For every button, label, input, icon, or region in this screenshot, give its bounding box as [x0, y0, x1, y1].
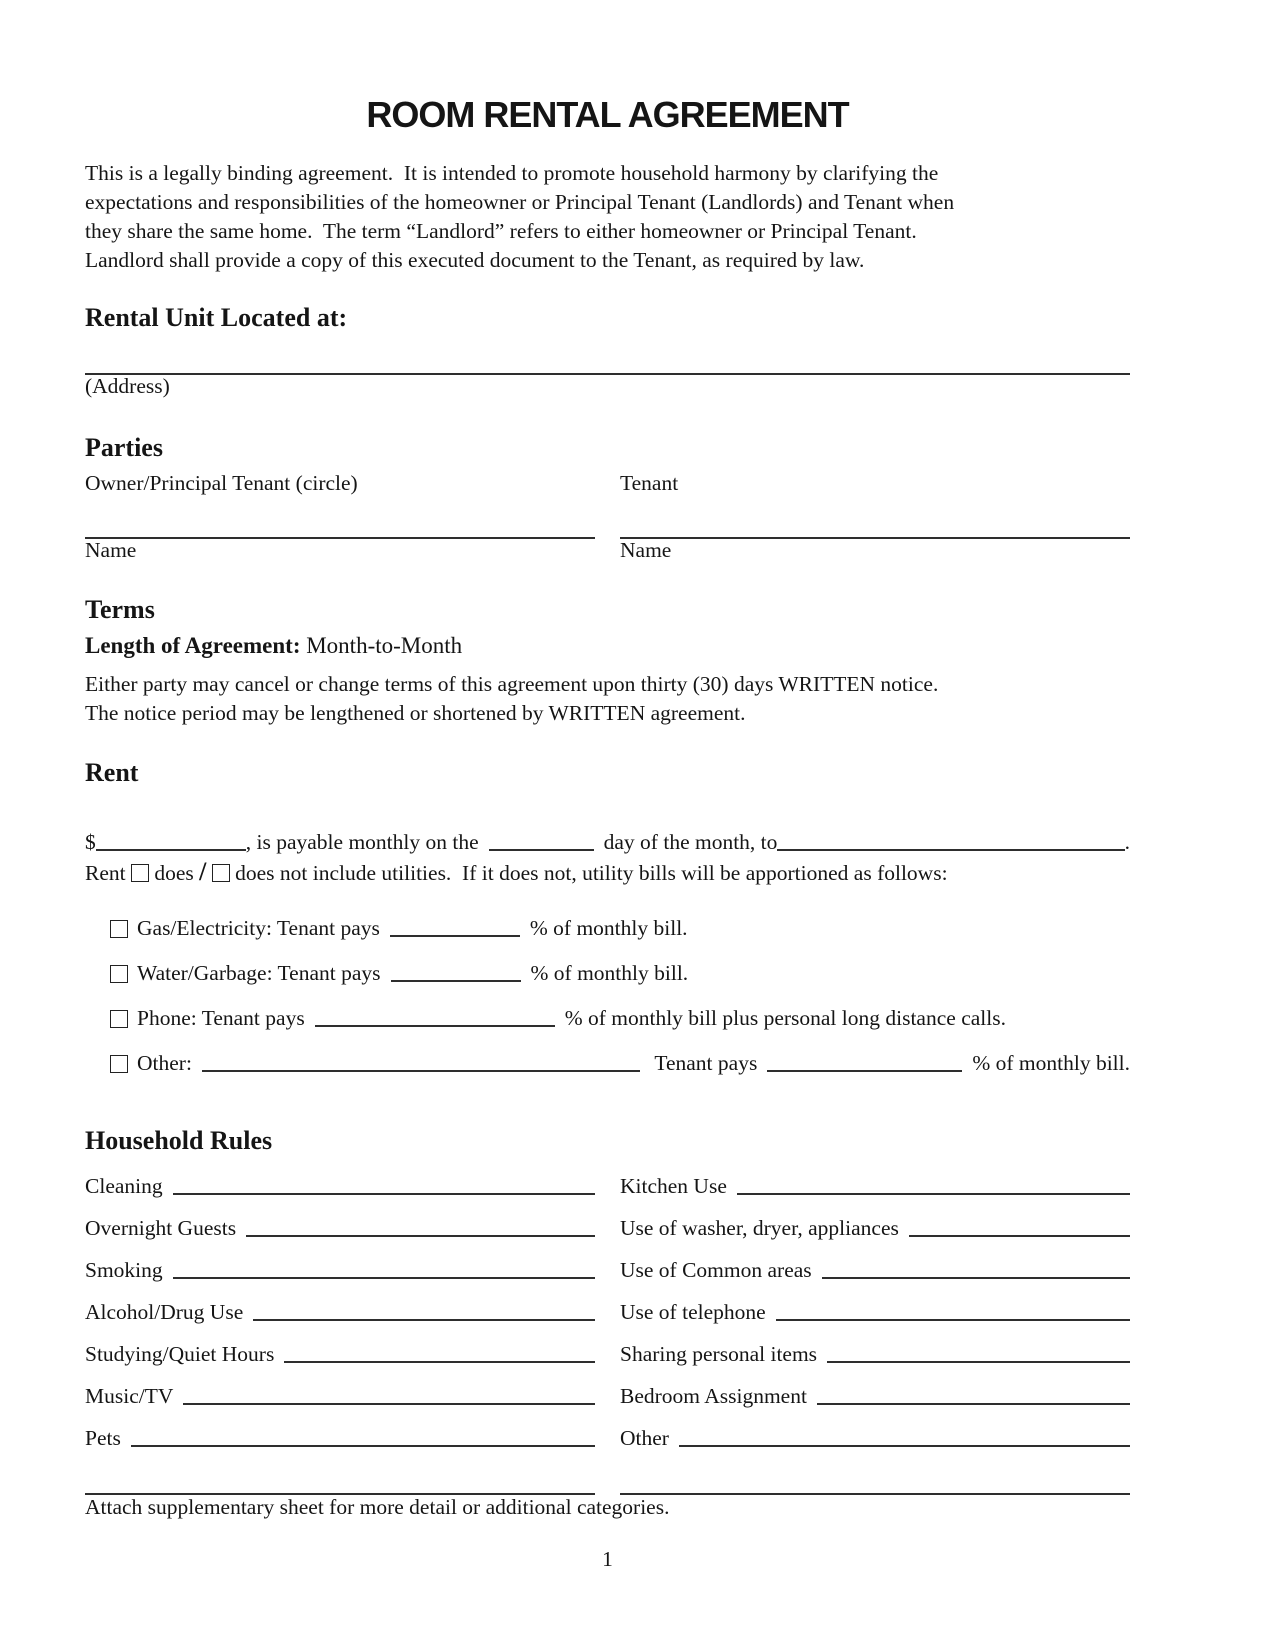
- rule-cell-studying-quiet-hours: [85, 1340, 595, 1369]
- household-rules-list: [85, 1172, 1130, 1453]
- tenant-name-blank[interactable]: [620, 535, 1130, 539]
- owner-name-blank[interactable]: [85, 535, 595, 539]
- rule-label: Other: [620, 1426, 669, 1450]
- rule-row: [85, 1340, 1130, 1369]
- utility-suffix: % of monthly bill.: [530, 961, 689, 985]
- rule-row: [85, 1382, 1130, 1411]
- music-tv-blank[interactable]: [183, 1401, 595, 1405]
- notice-line: The notice period may be lengthened or shortened by WRITTEN agreement.: [85, 701, 746, 725]
- rule-row: [85, 1298, 1130, 1327]
- overnight-guests-blank[interactable]: [246, 1233, 595, 1237]
- rule-label: Bedroom Assignment: [620, 1384, 807, 1408]
- telephone-blank[interactable]: [776, 1317, 1130, 1321]
- rule-cell-washer-dryer: [620, 1214, 1130, 1243]
- rule-label: Studying/Quiet Hours: [85, 1342, 275, 1366]
- rule-label: Use of telephone: [620, 1300, 766, 1324]
- address-caption: (Address): [85, 374, 170, 398]
- utility-mid-text: Tenant pays: [654, 1051, 758, 1075]
- rent-utilities-line: [85, 857, 1130, 888]
- intro-line: Landlord shall provide a copy of this executed document to the Tenant, as required by law.: [85, 248, 865, 272]
- utility-suffix: % of monthly bill plus personal long distance calls.: [564, 1006, 1006, 1030]
- rule-label: Pets: [85, 1426, 121, 1450]
- alcohol-drug-use-blank[interactable]: [253, 1317, 595, 1321]
- other-rule-blank[interactable]: [679, 1443, 1130, 1447]
- owner-principal-tenant-label: Owner/Principal Tenant (circle): [85, 471, 358, 495]
- length-of-agreement-value: Month-to-Month: [306, 633, 463, 658]
- rent-payable-text: , is payable monthly on the: [245, 830, 479, 854]
- length-of-agreement-line: [85, 632, 1130, 659]
- rule-label: Kitchen Use: [620, 1174, 727, 1198]
- common-areas-blank[interactable]: [822, 1275, 1130, 1279]
- smoking-blank[interactable]: [173, 1275, 595, 1279]
- tenant-name-caption: Name: [620, 538, 672, 562]
- rent-amount-line: [85, 828, 1130, 857]
- rent-amount-blank[interactable]: [96, 847, 246, 851]
- gas-electricity-percent-blank[interactable]: [390, 933, 520, 937]
- rent-day-text: day of the month, to: [603, 830, 778, 854]
- rule-cell-sharing-personal-items: [620, 1340, 1130, 1369]
- other-utility-blank[interactable]: [202, 1068, 640, 1072]
- kitchen-use-blank[interactable]: [737, 1191, 1130, 1195]
- rule-cell-other: [620, 1424, 1130, 1453]
- rule-row: [85, 1172, 1130, 1201]
- rent-does-not-text: does not include utilities. If it does not, utility bills will be apportioned as follows:: [235, 861, 948, 885]
- rule-cell-telephone: [620, 1298, 1130, 1327]
- rent-line-period: .: [1124, 830, 1130, 854]
- rule-cell-kitchen-use: [620, 1172, 1130, 1201]
- page-title: ROOM RENTAL AGREEMENT: [366, 94, 849, 135]
- checkbox-water-garbage[interactable]: [110, 965, 128, 983]
- rule-label: Smoking: [85, 1258, 163, 1282]
- rule-cell-common-areas: [620, 1256, 1130, 1285]
- rule-row: [85, 1424, 1130, 1453]
- rule-cell-music-tv: [85, 1382, 595, 1411]
- tenant-label: Tenant: [620, 471, 679, 495]
- intro-line: they share the same home. The term “Landlord” refers to either homeowner or Principal Tenant.: [85, 219, 917, 243]
- rent-day-blank[interactable]: [489, 847, 594, 851]
- utility-label: Gas/Electricity: Tenant pays: [137, 916, 380, 940]
- page-number: 1: [602, 1547, 613, 1571]
- length-of-agreement-label: Length of Agreement:: [85, 633, 301, 658]
- utility-row-other: [85, 1049, 1130, 1078]
- rule-cell-overnight-guests: [85, 1214, 595, 1243]
- rule-cell-bedroom-assignment: [620, 1382, 1130, 1411]
- checkbox-other[interactable]: [110, 1055, 128, 1073]
- utility-suffix: % of monthly bill.: [972, 1051, 1130, 1075]
- checkbox-phone[interactable]: [110, 1010, 128, 1028]
- washer-dryer-blank[interactable]: [909, 1233, 1130, 1237]
- owner-name-caption: Name: [85, 538, 137, 562]
- rent-payee-blank[interactable]: [777, 847, 1124, 851]
- utility-label: Water/Garbage: Tenant pays: [137, 961, 381, 985]
- rule-cell-pets: [85, 1424, 595, 1453]
- pets-blank[interactable]: [131, 1443, 595, 1447]
- studying-quiet-hours-blank[interactable]: [284, 1359, 595, 1363]
- rule-label: Use of washer, dryer, appliances: [620, 1216, 899, 1240]
- rule-label: Music/TV: [85, 1384, 174, 1408]
- sharing-personal-items-blank[interactable]: [827, 1359, 1130, 1363]
- rent-includes-pre: Rent: [85, 861, 126, 885]
- checkbox-does-include[interactable]: [131, 864, 149, 882]
- utility-row-phone: [85, 1004, 1130, 1033]
- terms-heading: Terms: [85, 595, 155, 624]
- rule-row: [85, 1256, 1130, 1285]
- household-rules-heading: Household Rules: [85, 1126, 273, 1155]
- parties-labels-row: [85, 470, 1130, 497]
- phone-percent-blank[interactable]: [315, 1023, 555, 1027]
- parties-heading: Parties: [85, 433, 163, 462]
- name-captions-row: [85, 537, 1130, 564]
- utility-label: Phone: Tenant pays: [137, 1006, 305, 1030]
- supplementary-footnote: Attach supplementary sheet for more detail or additional categories.: [85, 1495, 670, 1519]
- rule-label: Overnight Guests: [85, 1216, 237, 1240]
- rule-cell-smoking: [85, 1256, 595, 1285]
- other-percent-blank[interactable]: [767, 1068, 962, 1072]
- rent-does-text: does: [154, 861, 194, 885]
- utility-row-gas-electricity: [85, 914, 1130, 943]
- extra-right-blank[interactable]: [620, 1491, 1130, 1495]
- checkbox-gas-electricity[interactable]: [110, 920, 128, 938]
- rule-label: Sharing personal items: [620, 1342, 818, 1366]
- rule-cell-cleaning: [85, 1172, 595, 1201]
- rule-row: [85, 1214, 1130, 1243]
- rule-label: Use of Common areas: [620, 1258, 812, 1282]
- rule-label: Alcohol/Drug Use: [85, 1300, 244, 1324]
- intro-line: expectations and responsibilities of the homeowner or Principal Tenant (Landlords) and Tenant when: [85, 190, 955, 214]
- rent-heading: Rent: [85, 758, 139, 787]
- rule-label: Cleaning: [85, 1174, 163, 1198]
- extra-left-blank[interactable]: [85, 1491, 595, 1495]
- checkbox-does-not-include[interactable]: [212, 864, 230, 882]
- cleaning-blank[interactable]: [173, 1191, 595, 1195]
- rule-cell-alcohol-drug-use: [85, 1298, 595, 1327]
- notice-line: Either party may cancel or change terms of this agreement upon thirty (30) days WRITTEN notice.: [85, 672, 939, 696]
- utility-label: Other:: [137, 1051, 192, 1075]
- rental-unit-heading: Rental Unit Located at:: [85, 303, 348, 332]
- water-garbage-percent-blank[interactable]: [391, 978, 521, 982]
- bedroom-assignment-blank[interactable]: [817, 1401, 1130, 1405]
- utility-row-water-garbage: [85, 959, 1130, 988]
- intro-line: This is a legally binding agreement. It is intended to promote household harmony by clarifying the: [85, 161, 939, 185]
- slash-separator: /: [199, 857, 207, 886]
- dollar-sign: $: [85, 830, 96, 854]
- utility-suffix: % of monthly bill.: [529, 916, 688, 940]
- address-blank[interactable]: [85, 371, 1130, 375]
- intro-paragraph: [85, 159, 1130, 275]
- notice-paragraph: [85, 670, 1130, 728]
